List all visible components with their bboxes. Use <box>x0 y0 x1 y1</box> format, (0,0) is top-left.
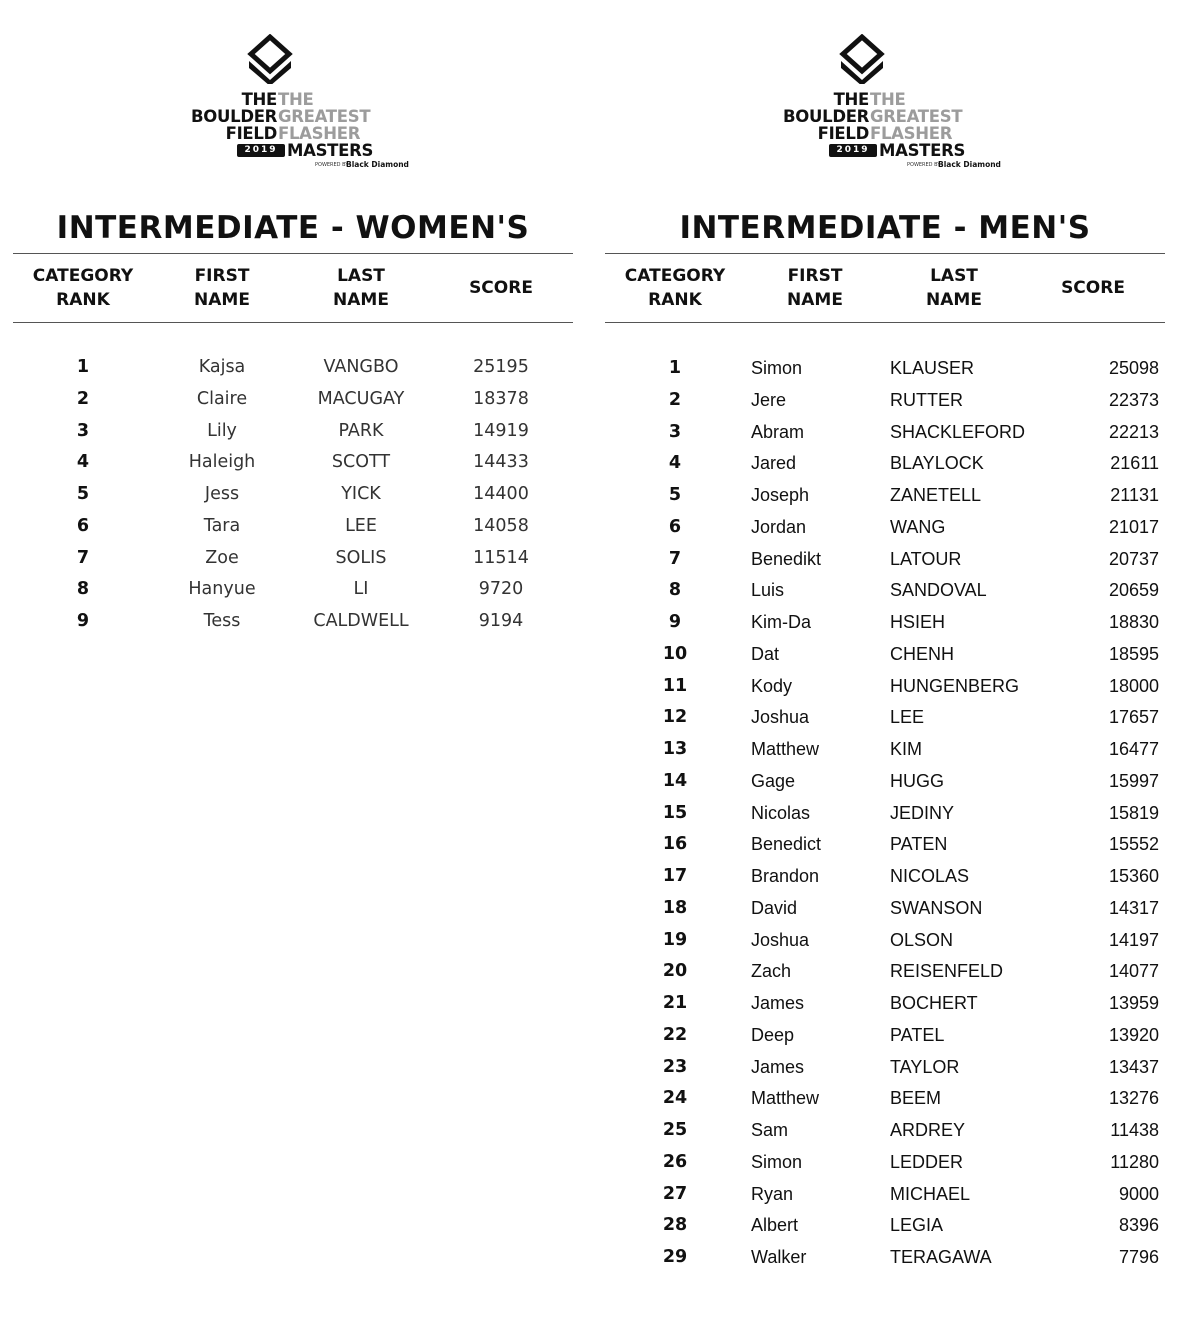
last-name-cell: LEE <box>345 515 377 536</box>
table-row <box>605 420 1165 444</box>
table-row <box>605 991 1165 1015</box>
last-name-cell: BEEM <box>890 1088 942 1109</box>
table-row <box>605 1118 1165 1142</box>
score-cell: 20659 <box>1108 580 1159 601</box>
rank-cell: 3 <box>668 421 682 442</box>
last-name-cell: HSIEH <box>890 612 946 632</box>
first-name-cell: Jess <box>204 484 240 504</box>
first-name-cell: Benedict <box>751 834 822 855</box>
last-name-cell: SANDOVAL <box>890 580 987 601</box>
header-rank: CATEGORY RANK <box>624 266 726 310</box>
table-row <box>13 546 573 570</box>
rank-cell: 18 <box>662 897 688 918</box>
rank-cell: 17 <box>662 866 688 886</box>
logo-word: FIELD <box>225 124 277 143</box>
first-name-cell: Kody <box>751 675 793 696</box>
divider <box>605 322 1165 323</box>
first-name-cell: Joshua <box>751 707 810 728</box>
last-name-cell: PARK <box>338 420 384 441</box>
score-cell: 21611 <box>1110 453 1159 474</box>
first-name-cell: Kajsa <box>198 357 246 377</box>
score-cell: 18830 <box>1108 612 1159 632</box>
rank-cell: 3 <box>76 420 90 441</box>
score-cell: 13276 <box>1108 1088 1159 1109</box>
rank-cell: 21 <box>662 993 688 1013</box>
table-row <box>605 1023 1165 1047</box>
score-cell: 15997 <box>1108 770 1159 791</box>
last-name-cell: REISENFELD <box>890 961 1004 982</box>
first-name-cell: Nicolas <box>751 802 811 823</box>
first-name-cell: Joseph <box>751 485 810 505</box>
first-name-cell: Jared <box>751 453 797 474</box>
score-cell: 14197 <box>1108 929 1159 950</box>
score-cell: 7796 <box>1118 1247 1159 1267</box>
score-cell: 25195 <box>473 357 529 377</box>
first-name-cell: Matthew <box>751 1088 820 1109</box>
table-row <box>13 355 573 379</box>
first-name-cell: Tess <box>203 611 241 631</box>
header-last-name: LAST NAME <box>333 266 389 310</box>
logo-powered-by: POWERED BY <box>907 162 941 168</box>
last-name-cell: ARDREY <box>890 1120 966 1140</box>
first-name-cell: Sam <box>751 1120 789 1140</box>
table-row <box>605 769 1165 793</box>
last-name-cell: SCOTT <box>331 452 391 473</box>
table-row <box>605 642 1165 666</box>
first-name-cell: Ryan <box>751 1183 794 1204</box>
score-cell: 11438 <box>1110 1120 1159 1140</box>
rank-cell: 5 <box>668 485 682 505</box>
score-cell: 14433 <box>473 452 529 473</box>
score-cell: 9194 <box>478 611 524 631</box>
logo-word: GREATEST <box>870 107 963 126</box>
first-name-cell: James <box>751 993 805 1013</box>
logo-word: THE <box>870 90 906 109</box>
first-name-cell: Lily <box>207 420 237 441</box>
rank-cell: 2 <box>76 388 90 409</box>
table-row <box>13 419 573 443</box>
table-row <box>605 1150 1165 1174</box>
logo-word: THE <box>833 90 869 109</box>
first-name-cell: Jere <box>751 389 787 410</box>
rank-cell: 4 <box>76 452 90 473</box>
rank-cell: 15 <box>662 802 688 823</box>
score-cell: 14077 <box>1108 961 1159 982</box>
rank-cell: 20 <box>662 961 688 982</box>
first-name-cell: Abram <box>751 421 805 442</box>
rank-cell: 25 <box>662 1120 688 1140</box>
last-name-cell: MICHAEL <box>890 1183 971 1204</box>
first-name-cell: Haleigh <box>188 452 256 473</box>
rank-cell: 14 <box>662 770 688 791</box>
table-row <box>605 864 1165 888</box>
first-name-cell: Simon <box>751 1151 803 1172</box>
last-name-cell: LEGIA <box>890 1215 944 1236</box>
last-name-cell: KLAUSER <box>890 358 975 378</box>
score-cell: 9000 <box>1118 1183 1159 1204</box>
first-name-cell: Zoe <box>205 547 239 568</box>
table-row <box>605 832 1165 856</box>
last-name-cell: HUGG <box>890 770 944 791</box>
score-cell: 22373 <box>1108 389 1159 410</box>
logo-year-badge: 2019 <box>829 144 877 157</box>
header-first-name: FIRST NAME <box>787 266 843 310</box>
score-cell: 14919 <box>473 420 529 441</box>
table-row <box>605 1245 1165 1269</box>
rank-cell: 16 <box>662 834 688 855</box>
last-name-cell: BLAYLOCK <box>890 453 984 474</box>
table-row <box>605 705 1165 729</box>
table-row <box>605 896 1165 920</box>
rank-cell: 29 <box>662 1247 688 1267</box>
first-name-cell: David <box>751 897 798 918</box>
score-cell: 13437 <box>1108 1056 1159 1077</box>
score-cell: 22213 <box>1108 421 1159 442</box>
table-row <box>605 451 1165 475</box>
last-name-cell: SHACKLEFORD <box>890 421 1026 442</box>
last-name-cell: YICK <box>341 484 381 504</box>
table-row <box>605 959 1165 983</box>
rank-cell: 8 <box>76 579 90 600</box>
rank-cell: 8 <box>668 580 682 601</box>
table-row <box>605 1213 1165 1237</box>
rank-cell: 7 <box>668 548 682 569</box>
first-name-cell: Simon <box>751 358 803 378</box>
first-name-cell: Luis <box>751 580 785 601</box>
table-row <box>605 737 1165 761</box>
table-row <box>605 356 1165 380</box>
last-name-cell: JEDINY <box>890 802 955 823</box>
rank-cell: 28 <box>662 1215 688 1236</box>
last-name-cell: TAYLOR <box>890 1056 960 1077</box>
score-cell: 8396 <box>1118 1215 1159 1236</box>
table-row <box>605 1055 1165 1079</box>
score-cell: 18595 <box>1108 643 1159 664</box>
rank-cell: 6 <box>668 516 682 537</box>
table-row <box>13 450 573 474</box>
header-last-name: LAST NAME <box>926 266 982 310</box>
panel-title: INTERMEDIATE - MEN'S <box>679 210 1091 246</box>
table-row <box>13 609 573 633</box>
first-name-cell: Brandon <box>751 866 820 886</box>
first-name-cell: Matthew <box>751 739 820 759</box>
score-cell: 9720 <box>478 579 524 600</box>
rank-cell: 19 <box>662 929 688 950</box>
last-name-cell: MACUGAY <box>317 388 405 409</box>
score-cell: 14058 <box>473 515 529 536</box>
first-name-cell: Jordan <box>751 516 807 537</box>
table-row <box>13 514 573 538</box>
score-cell: 14317 <box>1108 897 1159 918</box>
score-cell: 21017 <box>1108 516 1159 537</box>
event-logo <box>783 34 1003 174</box>
rank-cell: 22 <box>662 1024 688 1045</box>
logo-word: BOULDER <box>191 107 278 126</box>
table-row <box>13 387 573 411</box>
logo-word: FLASHER <box>278 124 361 143</box>
score-cell: 18000 <box>1108 675 1159 696</box>
last-name-cell: ZANETELL <box>890 485 982 505</box>
table-row <box>605 547 1165 571</box>
rank-cell: 7 <box>76 547 90 568</box>
last-name-cell: RUTTER <box>890 389 963 410</box>
rank-cell: 12 <box>662 707 688 728</box>
last-name-cell: CALDWELL <box>313 611 409 631</box>
logo-powered-by: POWERED BY <box>315 162 349 168</box>
first-name-cell: Joshua <box>751 929 810 950</box>
rank-cell: 13 <box>662 739 688 759</box>
rank-cell: 6 <box>76 515 90 536</box>
last-name-cell: SOLIS <box>335 547 387 568</box>
rank-cell: 27 <box>662 1183 688 1204</box>
last-name-cell: KIM <box>890 739 923 759</box>
last-name-cell: WANG <box>890 516 946 537</box>
score-cell: 14400 <box>473 484 529 504</box>
logo-word: MASTERS <box>879 141 966 160</box>
first-name-cell: Dat <box>751 643 780 664</box>
logo-word: FLASHER <box>870 124 953 143</box>
logo-word: THE <box>278 90 314 109</box>
first-name-cell: Hanyue <box>188 579 256 600</box>
first-name-cell: James <box>751 1056 805 1077</box>
event-logo <box>191 34 411 174</box>
table-row <box>13 577 573 601</box>
rank-cell: 1 <box>76 357 90 377</box>
table-row <box>605 515 1165 539</box>
table-row <box>605 674 1165 698</box>
rank-cell: 9 <box>76 611 90 631</box>
first-name-cell: Kim-Da <box>751 612 812 632</box>
logo-word: MASTERS <box>287 141 374 160</box>
score-cell: 16477 <box>1108 739 1159 759</box>
score-cell: 13920 <box>1108 1024 1159 1045</box>
score-cell: 17657 <box>1108 707 1159 728</box>
rank-cell: 1 <box>668 358 682 378</box>
last-name-cell: BOCHERT <box>890 993 978 1013</box>
last-name-cell: VANGBO <box>323 357 399 377</box>
score-cell: 13959 <box>1108 993 1159 1013</box>
last-name-cell: OLSON <box>890 929 954 950</box>
header-rank: CATEGORY RANK <box>32 266 134 310</box>
logo-year-badge: 2019 <box>237 144 285 157</box>
rank-cell: 10 <box>662 643 688 664</box>
logo-word: FIELD <box>817 124 869 143</box>
first-name-cell: Deep <box>751 1024 795 1045</box>
logo-sponsor: Black Diamond <box>938 160 1001 169</box>
rank-cell: 23 <box>662 1056 688 1077</box>
score-cell: 11280 <box>1110 1151 1159 1172</box>
diamond-logo-icon <box>835 34 889 84</box>
rank-cell: 11 <box>662 675 688 696</box>
last-name-cell: LEDDER <box>890 1151 964 1172</box>
last-name-cell: NICOLAS <box>890 866 970 886</box>
rank-cell: 26 <box>662 1151 688 1172</box>
last-name-cell: CHENH <box>890 643 955 664</box>
score-cell: 18378 <box>473 388 529 409</box>
table-row <box>605 483 1165 507</box>
table-row <box>605 801 1165 825</box>
last-name-cell: HUNGENBERG <box>890 675 1020 696</box>
last-name-cell: LI <box>353 579 369 600</box>
score-cell: 20737 <box>1108 548 1159 569</box>
first-name-cell: Walker <box>751 1247 807 1267</box>
table-row <box>13 482 573 506</box>
header-score: SCORE <box>469 278 533 298</box>
panel-title: INTERMEDIATE - WOMEN'S <box>56 210 530 246</box>
table-row <box>605 1086 1165 1110</box>
logo-word: BOULDER <box>783 107 870 126</box>
first-name-cell: Zach <box>751 961 792 982</box>
logo-word: THE <box>241 90 277 109</box>
score-cell: 15552 <box>1108 834 1159 855</box>
last-name-cell: TERAGAWA <box>890 1247 992 1267</box>
divider <box>13 322 573 323</box>
last-name-cell: LATOUR <box>890 548 962 569</box>
table-row <box>605 1182 1165 1206</box>
table-row <box>605 928 1165 952</box>
score-cell: 25098 <box>1108 358 1159 378</box>
rank-cell: 9 <box>668 612 682 632</box>
rank-cell: 5 <box>76 484 90 504</box>
first-name-cell: Benedikt <box>751 548 822 569</box>
table-row <box>605 610 1165 634</box>
rank-cell: 24 <box>662 1088 688 1109</box>
logo-sponsor: Black Diamond <box>346 160 409 169</box>
header-first-name: FIRST NAME <box>194 266 250 310</box>
first-name-cell: Albert <box>751 1215 799 1236</box>
rank-cell: 2 <box>668 389 682 410</box>
last-name-cell: PATEL <box>890 1024 945 1045</box>
last-name-cell: SWANSON <box>890 897 983 918</box>
first-name-cell: Tara <box>203 515 241 536</box>
last-name-cell: PATEN <box>890 834 948 855</box>
logo-word: GREATEST <box>278 107 371 126</box>
score-cell: 11514 <box>473 547 529 568</box>
score-cell: 21131 <box>1110 485 1159 505</box>
table-row <box>605 578 1165 602</box>
table-row <box>605 388 1165 412</box>
rank-cell: 4 <box>668 453 682 474</box>
score-cell: 15819 <box>1108 802 1159 823</box>
score-cell: 15360 <box>1108 866 1159 886</box>
diamond-logo-icon <box>243 34 297 84</box>
first-name-cell: Gage <box>751 770 796 791</box>
header-score: SCORE <box>1061 278 1125 298</box>
last-name-cell: LEE <box>890 707 925 728</box>
divider <box>605 253 1165 254</box>
divider <box>13 253 573 254</box>
first-name-cell: Claire <box>196 388 248 409</box>
